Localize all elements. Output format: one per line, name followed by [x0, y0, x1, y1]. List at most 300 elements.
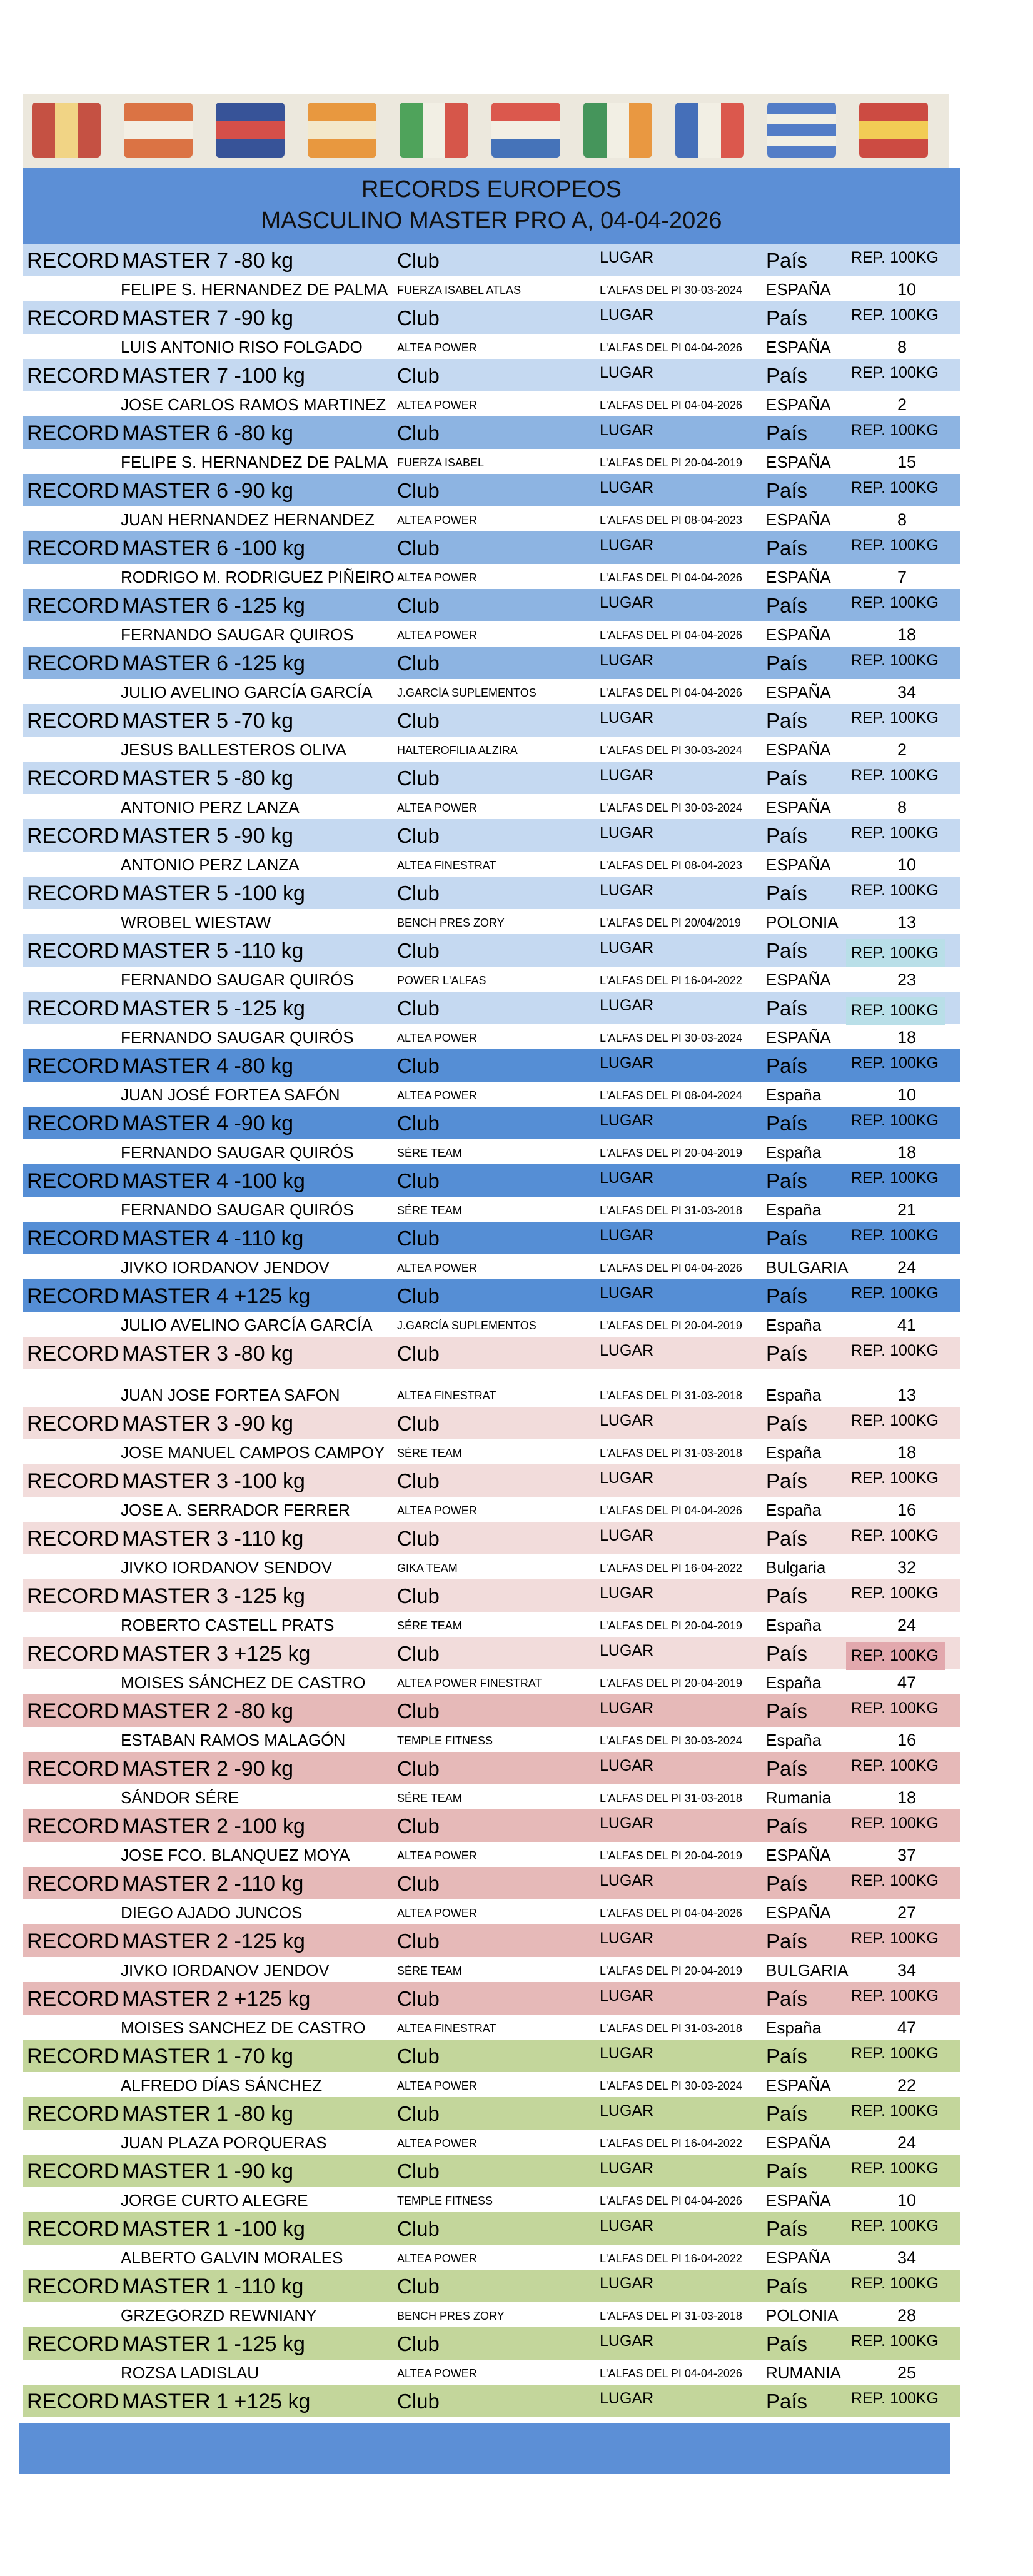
- record-header-row: [23, 589, 960, 621]
- record-place-date: L'ALFAS DEL PI 30-03-2024: [600, 1032, 742, 1044]
- pais-label: País: [766, 2390, 808, 2413]
- record-holder: FERNANDO SAUGAR QUIRÓS: [121, 1028, 354, 1047]
- club-label: Club: [397, 2275, 440, 2298]
- record-reps: 13: [897, 1386, 917, 1404]
- record-detail-row: [23, 1254, 960, 1279]
- rep-label: REP. 100KG: [851, 1987, 939, 2005]
- record-reps: 34: [897, 683, 917, 702]
- club-label: Club: [397, 1169, 440, 1192]
- record-category: MASTER 3 -90 kg: [122, 1412, 293, 1436]
- record-place-date: L'ALFAS DEL PI 04-04-2026: [600, 1907, 742, 1919]
- record-holder: ESTABAN RAMOS MALAGÓN: [121, 1731, 346, 1749]
- pais-label: País: [766, 1814, 808, 1838]
- record-category: MASTER 6 -90 kg: [122, 479, 293, 503]
- record-country: ESPAÑA: [766, 338, 831, 356]
- record-club: ALTEA POWER: [397, 2080, 477, 2092]
- record-category: MASTER 2 -100 kg: [122, 1814, 305, 1838]
- record-detail-row: [23, 1957, 960, 1982]
- record-reps: 18: [897, 1143, 917, 1162]
- lugar-label: LUGAR: [600, 1987, 654, 2005]
- record-place-date: L'ALFAS DEL PI 20-04-2019: [600, 1319, 742, 1332]
- lugar-label: LUGAR: [600, 939, 654, 957]
- record-place-date: L'ALFAS DEL PI 16-04-2022: [600, 974, 742, 987]
- record-category: MASTER 5 -80 kg: [122, 767, 293, 790]
- pais-label: País: [766, 2045, 808, 2068]
- rep-label: REP. 100KG: [851, 882, 939, 899]
- lugar-label: LUGAR: [600, 1284, 654, 1302]
- record-category: MASTER 6 -125 kg: [122, 594, 305, 618]
- lugar-label: LUGAR: [600, 2160, 654, 2177]
- record-detail-row: [23, 2187, 960, 2212]
- record-place-date: L'ALFAS DEL PI 30-03-2024: [600, 2080, 742, 2092]
- record-header-row: [23, 877, 960, 909]
- record-label: RECORD: [27, 2160, 119, 2183]
- pais-label: País: [766, 479, 808, 502]
- rep-label: REP. 100KG: [851, 1054, 939, 1072]
- record-place-date: L'ALFAS DEL PI 16-04-2022: [600, 2252, 742, 2265]
- lugar-label: LUGAR: [600, 1527, 654, 1544]
- record-club: ALTEA POWER: [397, 399, 477, 411]
- record-header-row: [23, 359, 960, 391]
- rep-label: REP. 100KG: [851, 1929, 939, 1947]
- record-club: ALTEA POWER: [397, 1262, 477, 1274]
- record-country: BULGARIA: [766, 1961, 849, 1980]
- pais-label: País: [766, 1412, 808, 1435]
- record-holder: MOISES SANCHEZ DE CASTRO: [121, 2018, 366, 2037]
- record-header-row: [23, 1337, 960, 1369]
- record-holder: JOSE MANUEL CAMPOS CAMPOY: [121, 1443, 385, 1462]
- record-club: SÉRE TEAM: [397, 1619, 462, 1632]
- record-detail-row: [23, 2015, 960, 2040]
- record-category: MASTER 1 -90 kg: [122, 2160, 293, 2183]
- lugar-label: LUGAR: [600, 1814, 654, 1832]
- record-reps: 18: [897, 1028, 917, 1047]
- rep-label: REP. 100KG: [851, 767, 939, 784]
- title-block: [23, 168, 960, 244]
- rep-label: REP. 100KG: [851, 709, 939, 727]
- record-header-row: [23, 1049, 960, 1082]
- record-header-row: [23, 2270, 960, 2302]
- record-detail-row: [23, 621, 960, 647]
- record-category: MASTER 3 -100 kg: [122, 1469, 305, 1493]
- rep-label: REP. 100KG: [851, 306, 939, 324]
- record-label: RECORD: [27, 2390, 119, 2413]
- record-reps: 24: [897, 2133, 917, 2152]
- record-holder: WROBEL WIESTAW: [121, 913, 271, 932]
- rep-label: REP. 100KG: [851, 2217, 939, 2235]
- record-reps: 34: [897, 1961, 917, 1980]
- record-reps: 16: [897, 1731, 917, 1749]
- record-place-date: L'ALFAS DEL PI 04-04-2026: [600, 341, 742, 354]
- record-club: BENCH PRES ZORY: [397, 917, 505, 929]
- rep-label: REP. 100KG: [851, 479, 939, 496]
- record-category: MASTER 2 -110 kg: [122, 1872, 304, 1896]
- record-country: España: [766, 1085, 822, 1104]
- lugar-label: LUGAR: [600, 2217, 654, 2235]
- record-place-date: L'ALFAS DEL PI 31-03-2018: [600, 2310, 742, 2322]
- pais-label: País: [766, 1987, 808, 2010]
- lugar-label: LUGAR: [600, 1929, 654, 1947]
- record-detail-row: [23, 1497, 960, 1522]
- rep-label: REP. 100KG: [851, 1412, 939, 1429]
- club-label: Club: [397, 767, 440, 790]
- lugar-label: LUGAR: [600, 1412, 654, 1429]
- record-detail-row: [23, 1899, 960, 1924]
- record-place-date: L'ALFAS DEL PI 20-04-2019: [600, 1147, 742, 1159]
- record-header-row: [23, 704, 960, 737]
- record-header-row: [23, 1809, 960, 1842]
- pais-label: País: [766, 249, 808, 272]
- record-detail-row: [23, 449, 960, 474]
- record-club: SÉRE TEAM: [397, 1792, 462, 1804]
- record-label: RECORD: [27, 1412, 119, 1436]
- record-place-date: L'ALFAS DEL PI 31-03-2018: [600, 1792, 742, 1804]
- record-country: POLONIA: [766, 2306, 839, 2325]
- record-label: RECORD: [27, 1054, 119, 1078]
- record-reps: 21: [897, 1200, 917, 1219]
- record-holder: MOISES SÁNCHEZ DE CASTRO: [121, 1673, 366, 1692]
- record-club: ALTEA POWER: [397, 1032, 477, 1044]
- record-category: MASTER 4 -80 kg: [122, 1054, 293, 1078]
- record-category: MASTER 3 -80 kg: [122, 1342, 293, 1366]
- record-header-row: [23, 934, 960, 967]
- lugar-label: LUGAR: [600, 2275, 654, 2292]
- club-label: Club: [397, 824, 440, 847]
- record-club: SÉRE TEAM: [397, 1147, 462, 1159]
- pais-label: País: [766, 1757, 808, 1780]
- pais-label: País: [766, 594, 808, 617]
- record-category: MASTER 2 -125 kg: [122, 1929, 305, 1953]
- record-place-date: L'ALFAS DEL PI 20/04/2019: [600, 917, 741, 929]
- club-label: Club: [397, 1757, 440, 1780]
- record-holder: FELIPE S. HERNANDEZ DE PALMA: [121, 453, 388, 471]
- pais-label: País: [766, 939, 808, 962]
- record-header-row: [23, 1752, 960, 1784]
- record-holder: GRZEGORZD REWNIANY: [121, 2306, 317, 2325]
- record-category: MASTER 3 -125 kg: [122, 1584, 305, 1608]
- flag-5-icon: [400, 103, 468, 158]
- rep-label: REP. 100KG: [851, 1814, 939, 1832]
- rep-label: REP. 100KG: [851, 2102, 939, 2120]
- record-detail-row: [23, 1139, 960, 1164]
- record-category: MASTER 1 -100 kg: [122, 2217, 305, 2241]
- record-header-row: [23, 1222, 960, 1254]
- record-country: España: [766, 1501, 822, 1519]
- page-title: RECORDS EUROPEOS: [361, 176, 622, 203]
- pais-label: País: [766, 824, 808, 847]
- record-holder: JOSE CARLOS RAMOS MARTINEZ: [121, 395, 386, 414]
- record-club: GIKA TEAM: [397, 1562, 458, 1574]
- lugar-label: LUGAR: [600, 767, 654, 784]
- record-detail-row: [23, 1382, 960, 1407]
- record-reps: 10: [897, 2191, 917, 2210]
- record-category: MASTER 6 -125 kg: [122, 652, 305, 675]
- record-place-date: L'ALFAS DEL PI 30-03-2024: [600, 284, 742, 296]
- record-label: RECORD: [27, 1169, 119, 1193]
- rep-label: REP. 100KG: [846, 939, 945, 967]
- record-country: Rumania: [766, 1788, 832, 1807]
- record-header-row: [23, 2097, 960, 2130]
- record-reps: 8: [897, 338, 907, 356]
- record-category: MASTER 7 -100 kg: [122, 364, 305, 388]
- record-place-date: L'ALFAS DEL PI 30-03-2024: [600, 1734, 742, 1747]
- record-country: España: [766, 1731, 822, 1749]
- record-label: RECORD: [27, 824, 119, 848]
- lugar-label: LUGAR: [600, 1469, 654, 1487]
- record-detail-row: [23, 1669, 960, 1694]
- lugar-label: LUGAR: [600, 1054, 654, 1072]
- flag-6-icon: [491, 103, 560, 158]
- record-holder: FERNANDO SAUGAR QUIRÓS: [121, 1143, 354, 1162]
- record-label: RECORD: [27, 306, 119, 330]
- record-detail-row: [23, 2072, 960, 2097]
- pais-label: País: [766, 1342, 808, 1365]
- record-club: J.GARCÍA SUPLEMENTOS: [397, 687, 537, 699]
- record-club: ALTEA FINESTRAT: [397, 859, 496, 872]
- lugar-label: LUGAR: [600, 1699, 654, 1717]
- record-reps: 27: [897, 1903, 917, 1922]
- record-reps: 18: [897, 1788, 917, 1807]
- record-reps: 24: [897, 1616, 917, 1634]
- record-holder: JUAN JOSE FORTEA SAFON: [121, 1386, 340, 1404]
- record-place-date: L'ALFAS DEL PI 30-03-2024: [600, 802, 742, 814]
- record-category: MASTER 4 +125 kg: [122, 1284, 311, 1308]
- record-country: BULGARIA: [766, 1258, 849, 1277]
- record-place-date: L'ALFAS DEL PI 04-04-2026: [600, 2367, 742, 2380]
- record-detail-row: [23, 1554, 960, 1579]
- rep-label: REP. 100KG: [851, 2275, 939, 2292]
- record-holder: JIVKO IORDANOV JENDOV: [121, 1258, 330, 1277]
- record-reps: 47: [897, 1673, 917, 1692]
- lugar-label: LUGAR: [600, 1872, 654, 1889]
- record-club: ALTEA POWER: [397, 1849, 477, 1862]
- record-detail-row: [23, 1439, 960, 1464]
- record-detail-row: [23, 1024, 960, 1049]
- record-category: MASTER 2 -90 kg: [122, 1757, 293, 1781]
- pais-label: País: [766, 767, 808, 790]
- club-label: Club: [397, 479, 440, 502]
- lugar-label: LUGAR: [600, 1584, 654, 1602]
- record-country: España: [766, 1386, 822, 1404]
- record-label: RECORD: [27, 536, 119, 560]
- club-label: Club: [397, 306, 440, 330]
- lugar-label: LUGAR: [600, 364, 654, 381]
- record-club: J.GARCÍA SUPLEMENTOS: [397, 1319, 537, 1332]
- club-label: Club: [397, 997, 440, 1020]
- record-club: ALTEA POWER: [397, 571, 477, 584]
- record-detail-row: [23, 2130, 960, 2155]
- lugar-label: LUGAR: [600, 652, 654, 669]
- record-place-date: L'ALFAS DEL PI 04-04-2026: [600, 629, 742, 641]
- record-club: ALTEA POWER: [397, 802, 477, 814]
- lugar-label: LUGAR: [600, 2390, 654, 2407]
- record-holder: ANTONIO PERZ LANZA: [121, 855, 300, 874]
- lugar-label: LUGAR: [600, 421, 654, 439]
- record-header-row: [23, 2385, 960, 2417]
- club-label: Club: [397, 364, 440, 387]
- record-label: RECORD: [27, 364, 119, 388]
- flags-banner: [23, 94, 949, 168]
- record-category: MASTER 6 -80 kg: [122, 421, 293, 445]
- lugar-label: LUGAR: [600, 2045, 654, 2062]
- record-label: RECORD: [27, 479, 119, 503]
- pais-label: País: [766, 2332, 808, 2355]
- record-club: ALTEA POWER: [397, 341, 477, 354]
- rep-label: REP. 100KG: [851, 421, 939, 439]
- record-header-row: [23, 647, 960, 679]
- record-header-row: [23, 2327, 960, 2360]
- record-holder: JULIO AVELINO GARCÍA GARCÍA: [121, 683, 373, 702]
- record-holder: LUIS ANTONIO RISO FOLGADO: [121, 338, 363, 356]
- club-label: Club: [397, 2102, 440, 2125]
- record-header-row: [23, 1279, 960, 1312]
- record-label: RECORD: [27, 997, 119, 1020]
- record-detail-row: [23, 564, 960, 589]
- rep-label: REP. 100KG: [851, 1699, 939, 1717]
- record-club: HALTEROFILIA ALZIRA: [397, 744, 518, 757]
- club-label: Club: [397, 882, 440, 905]
- lugar-label: LUGAR: [600, 1112, 654, 1129]
- record-country: ESPAÑA: [766, 625, 831, 644]
- record-label: RECORD: [27, 1227, 119, 1250]
- record-club: SÉRE TEAM: [397, 1965, 462, 1977]
- record-label: RECORD: [27, 1112, 119, 1135]
- record-reps: 47: [897, 2018, 917, 2037]
- record-category: MASTER 5 -110 kg: [122, 939, 304, 963]
- flag-10-icon: [859, 103, 928, 158]
- record-club: FUERZA ISABEL: [397, 456, 485, 469]
- record-club: SÉRE TEAM: [397, 1204, 462, 1217]
- record-category: MASTER 4 -90 kg: [122, 1112, 293, 1135]
- lugar-label: LUGAR: [600, 536, 654, 554]
- record-club: POWER L'ALFAS: [397, 974, 486, 987]
- record-place-date: L'ALFAS DEL PI 04-04-2026: [600, 687, 742, 699]
- record-header-row: [23, 2040, 960, 2072]
- record-country: España: [766, 1316, 822, 1334]
- record-club: TEMPLE FITNESS: [397, 2195, 493, 2207]
- record-header-row: [23, 992, 960, 1024]
- record-holder: ALFREDO DÍAS SÁNCHEZ: [121, 2076, 323, 2095]
- record-header-row: [23, 1164, 960, 1197]
- record-place-date: L'ALFAS DEL PI 08-04-2023: [600, 859, 742, 872]
- record-country: España: [766, 1200, 822, 1219]
- club-label: Club: [397, 709, 440, 732]
- lugar-label: LUGAR: [600, 1642, 654, 1659]
- record-country: España: [766, 2018, 822, 2037]
- pais-label: País: [766, 1284, 808, 1307]
- page-subtitle: MASCULINO MASTER PRO A, 04-04-2026: [261, 208, 722, 234]
- record-category: MASTER 4 -110 kg: [122, 1227, 304, 1250]
- record-header-row: [23, 1464, 960, 1497]
- record-place-date: L'ALFAS DEL PI 16-04-2022: [600, 1562, 742, 1574]
- club-label: Club: [397, 1284, 440, 1307]
- record-detail-row: [23, 1312, 960, 1337]
- record-place-date: L'ALFAS DEL PI 20-04-2019: [600, 1619, 742, 1632]
- record-label: RECORD: [27, 2102, 119, 2126]
- record-label: RECORD: [27, 1987, 119, 2011]
- record-label: RECORD: [27, 939, 119, 963]
- club-label: Club: [397, 1527, 440, 1550]
- pais-label: País: [766, 1929, 808, 1953]
- record-holder: JESUS BALLESTEROS OLIVA: [121, 740, 346, 759]
- flag-1-icon: [32, 103, 101, 158]
- club-label: Club: [397, 1929, 440, 1953]
- record-header-row: [23, 301, 960, 334]
- record-header-row: [23, 819, 960, 852]
- rep-label: REP. 100KG: [851, 1469, 939, 1487]
- pais-label: País: [766, 652, 808, 675]
- flag-4-icon: [308, 103, 376, 158]
- record-label: RECORD: [27, 1872, 119, 1896]
- pais-label: País: [766, 1699, 808, 1723]
- record-place-date: L'ALFAS DEL PI 31-03-2018: [600, 1389, 742, 1402]
- record-category: MASTER 6 -100 kg: [122, 536, 305, 560]
- record-club: ALTEA POWER: [397, 514, 477, 526]
- record-club: TEMPLE FITNESS: [397, 1734, 493, 1747]
- record-place-date: L'ALFAS DEL PI 20-04-2019: [600, 1677, 742, 1689]
- record-reps: 10: [897, 280, 917, 299]
- pais-label: País: [766, 1469, 808, 1492]
- club-label: Club: [397, 1987, 440, 2010]
- record-reps: 25: [897, 2363, 917, 2382]
- club-label: Club: [397, 652, 440, 675]
- record-label: RECORD: [27, 882, 119, 905]
- record-club: SÉRE TEAM: [397, 1447, 462, 1459]
- record-place-date: L'ALFAS DEL PI 04-04-2026: [600, 1262, 742, 1274]
- pais-label: País: [766, 536, 808, 560]
- record-holder: SÁNDOR SÉRE: [121, 1788, 239, 1807]
- record-country: ESPAÑA: [766, 970, 831, 989]
- record-category: MASTER 3 +125 kg: [122, 1642, 311, 1666]
- record-label: RECORD: [27, 709, 119, 733]
- record-club: BENCH PRES ZORY: [397, 2310, 505, 2322]
- record-header-row: [23, 474, 960, 506]
- record-country: ESPAÑA: [766, 855, 831, 874]
- record-label: RECORD: [27, 1757, 119, 1781]
- record-detail-row: [23, 852, 960, 877]
- record-country: ESPAÑA: [766, 2191, 831, 2210]
- lugar-label: LUGAR: [600, 882, 654, 899]
- record-holder: JOSE A. SERRADOR FERRER: [121, 1501, 350, 1519]
- record-reps: 2: [897, 395, 907, 414]
- record-country: España: [766, 1616, 822, 1634]
- record-detail-row: [23, 909, 960, 934]
- record-country: Bulgaria: [766, 1558, 826, 1577]
- record-country: ESPAÑA: [766, 395, 831, 414]
- record-reps: 7: [897, 568, 907, 586]
- rep-label: REP. 100KG: [851, 824, 939, 842]
- rep-label: REP. 100KG: [851, 1342, 939, 1359]
- record-label: RECORD: [27, 1699, 119, 1723]
- record-label: RECORD: [27, 421, 119, 445]
- club-label: Club: [397, 1412, 440, 1435]
- record-country: ESPAÑA: [766, 568, 831, 586]
- lugar-label: LUGAR: [600, 997, 654, 1014]
- record-detail-row: [23, 679, 960, 704]
- record-category: MASTER 1 -110 kg: [122, 2275, 304, 2298]
- record-holder: JUAN JOSÉ FORTEA SAFÓN: [121, 1085, 340, 1104]
- record-holder: ALBERTO GALVIN MORALES: [121, 2248, 343, 2267]
- record-header-row: [23, 416, 960, 449]
- record-detail-row: [23, 2302, 960, 2327]
- club-label: Club: [397, 939, 440, 962]
- rep-label: REP. 100KG: [851, 364, 939, 381]
- record-reps: 16: [897, 1501, 917, 1519]
- record-header-row: [23, 244, 960, 276]
- flag-7-icon: [583, 103, 652, 158]
- record-header-row: [23, 2212, 960, 2245]
- pais-label: País: [766, 306, 808, 330]
